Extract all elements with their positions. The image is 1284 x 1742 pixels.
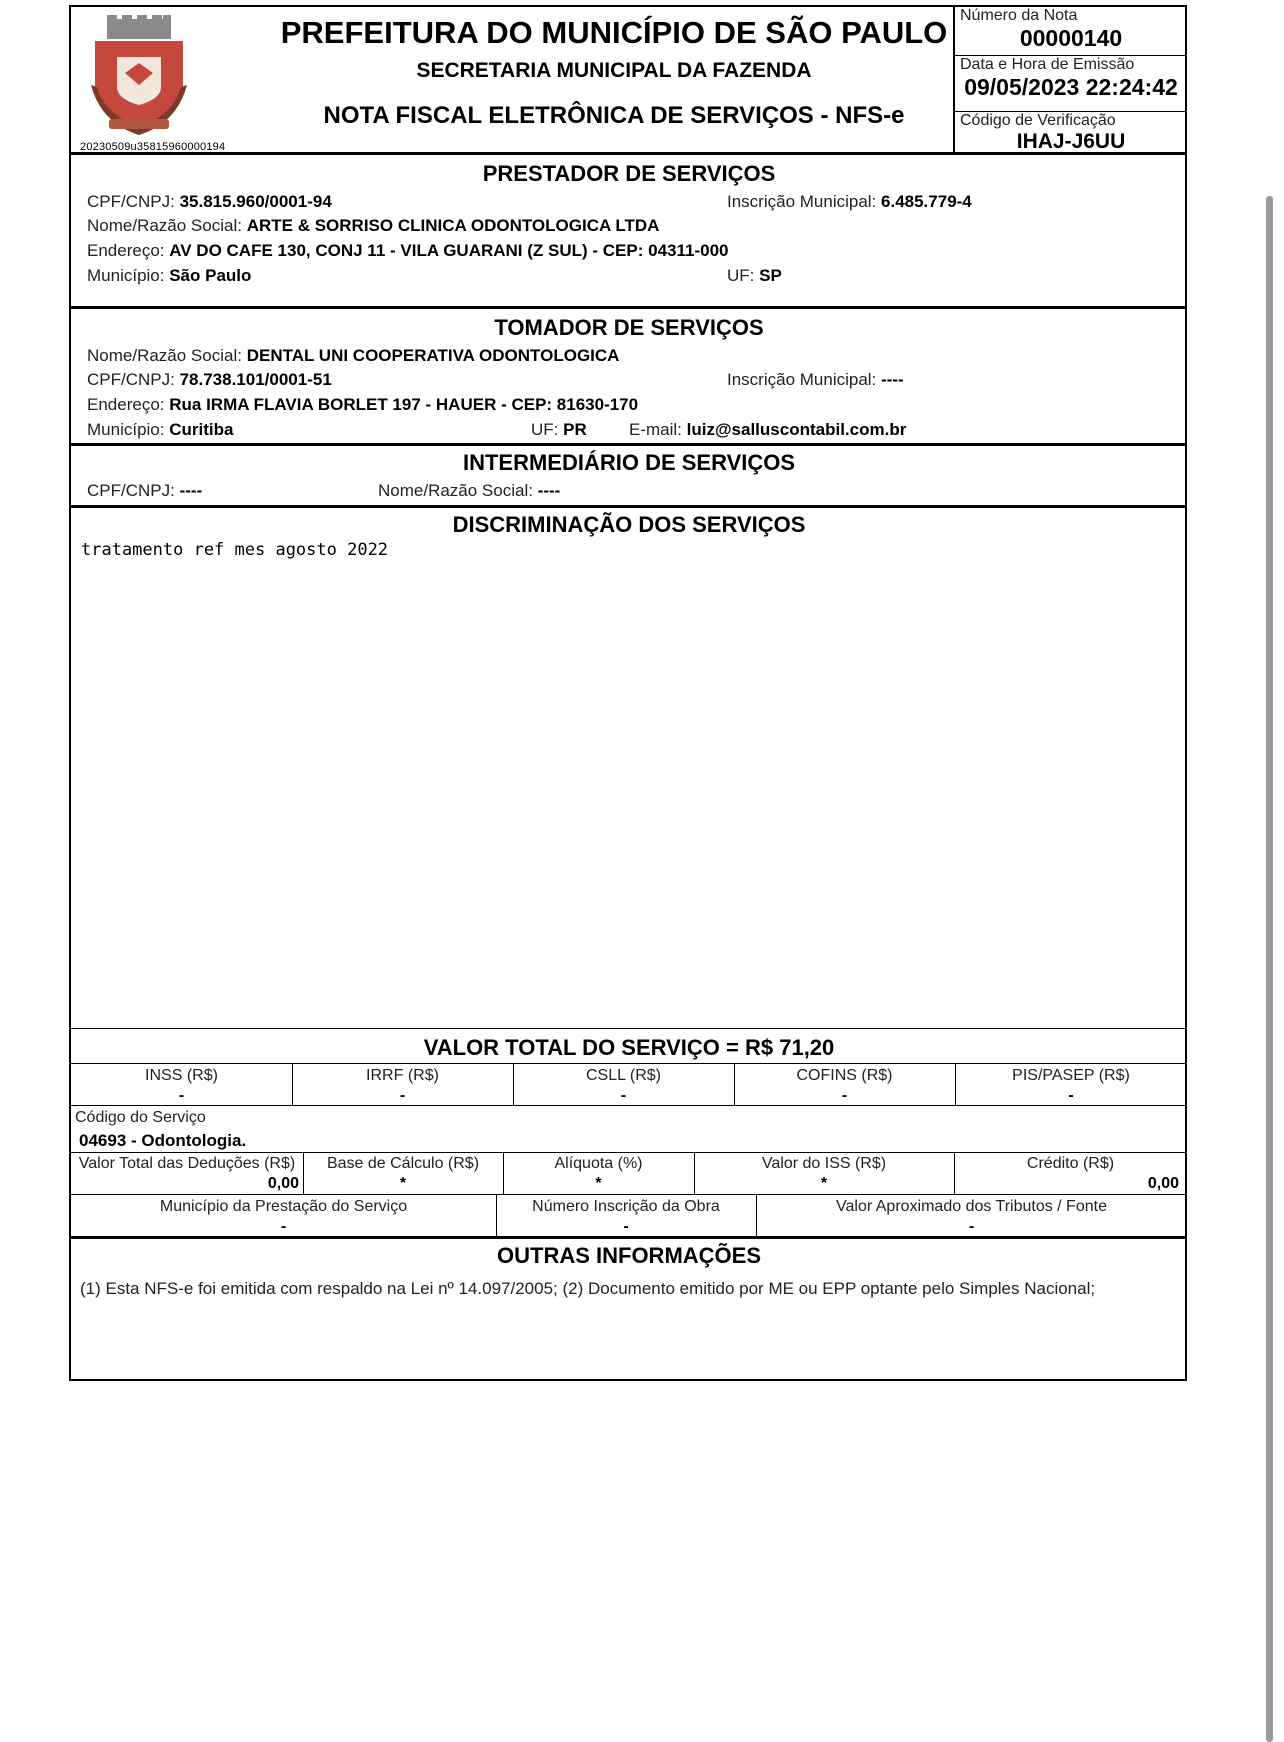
tax-csll: CSLL (R$) - [586, 1067, 661, 1104]
service-code-label: Código do Serviço [75, 1109, 206, 1126]
divider [71, 1063, 1187, 1064]
provider-city: Município: São Paulo [87, 266, 252, 285]
divider [954, 1152, 955, 1194]
divider [292, 1063, 293, 1105]
barcode-number: 20230509u35815960000194 [80, 141, 226, 153]
note-number-label: Número da Nota [960, 7, 1078, 24]
intermediary-name: Nome/Razão Social: ---- [378, 481, 561, 500]
taker-cnpj: CPF/CNPJ: 78.738.101/0001-51 [87, 370, 332, 389]
divider [71, 1028, 1187, 1029]
service-municipality-cell: Município da Prestação do Serviço - [159, 1198, 408, 1235]
taker-state: UF: PR [531, 420, 587, 439]
approx-taxes-cell: Valor Aproximado dos Tributos / Fonte - [836, 1198, 1107, 1235]
taker-email: E-mail: luiz@salluscontabil.com.br [629, 420, 907, 439]
provider-cnpj: CPF/CNPJ: 35.815.960/0001-94 [87, 192, 332, 211]
other-info-text: (1) Esta NFS-e foi emitida com respaldo na Lei nº 14.097/2005; (2) Documento emitido por ME ou EPP optante pelo Simples Nacional; [80, 1279, 1096, 1298]
note-meta-box [953, 7, 1187, 152]
services-description-title: DISCRIMINAÇÃO DOS SERVIÇOS [452, 512, 806, 537]
provider-name: Nome/Razão Social: ARTE & SORRISO CLINICA ODONTOLOGICA LTDA [87, 216, 660, 235]
divider [71, 1152, 1187, 1153]
divider [496, 1194, 497, 1236]
divider [303, 1152, 304, 1194]
divider [955, 1063, 956, 1105]
divider [71, 1194, 1187, 1195]
note-number-value: 00000140 [1019, 25, 1123, 51]
sao-paulo-crest-icon [89, 15, 189, 139]
verification-code-cell [955, 112, 1187, 152]
tax-irrf: IRRF (R$) - [366, 1067, 439, 1104]
tax-pis-pasep: PIS/PASEP (R$) - [1012, 1067, 1130, 1104]
divider [71, 505, 1187, 508]
other-info-title: OUTRAS INFORMAÇÕES [497, 1243, 761, 1268]
taker-address: Endereço: Rua IRMA FLAVIA BORLET 197 - HAUER - CEP: 81630-170 [87, 395, 639, 414]
intermediary-cnpj: CPF/CNPJ: ---- [87, 481, 203, 500]
provider-state: UF: SP [727, 266, 782, 285]
services-description-text: tratamento ref mes agosto 2022 [81, 540, 389, 560]
nfse-document [69, 5, 1187, 1381]
municipality-title: PREFEITURA DO MUNICÍPIO DE SÃO PAULO [280, 15, 948, 50]
divider [734, 1063, 735, 1105]
divider [71, 306, 1187, 309]
credit-cell: Crédito (R$) 0,00 [1026, 1155, 1179, 1192]
tax-inss: INSS (R$) - [145, 1067, 218, 1104]
taker-city: Município: Curitiba [87, 420, 234, 439]
secretaria-subtitle: SECRETARIA MUNICIPAL DA FAZENDA [416, 59, 812, 82]
provider-address: Endereço: AV DO CAFE 130, CONJ 11 - VILA GUARANI (Z SUL) - CEP: 04311-000 [87, 241, 729, 260]
provider-municipal-registration: Inscrição Municipal: 6.485.779-4 [727, 192, 972, 211]
construction-registration-cell: Número Inscrição da Obra - [532, 1198, 720, 1235]
header [71, 7, 1187, 155]
divider [71, 443, 1187, 446]
divider [694, 1152, 695, 1194]
intermediary-section-title: INTERMEDIÁRIO DE SERVIÇOS [462, 450, 796, 475]
tax-cofins: COFINS (R$) - [796, 1067, 893, 1104]
divider [756, 1194, 757, 1236]
taker-municipal-registration: Inscrição Municipal: ---- [727, 370, 904, 389]
document-type-title: NOTA FISCAL ELETRÔNICA DE SERVIÇOS - NFS-e [323, 102, 905, 129]
divider [71, 1236, 1187, 1239]
verification-code-value: IHAJ-J6UU [1016, 130, 1126, 153]
taker-name: Nome/Razão Social: DENTAL UNI COOPERATIVA ODONTOLOGICA [87, 346, 620, 365]
page-scrollbar[interactable] [1266, 196, 1273, 1742]
total-service-value: VALOR TOTAL DO SERVIÇO = R$ 71,20 [423, 1035, 835, 1060]
verification-code-label: Código de Verificação [960, 112, 1116, 129]
divider [513, 1063, 514, 1105]
taker-section-title: TOMADOR DE SERVIÇOS [494, 315, 764, 340]
divider [503, 1152, 504, 1194]
issue-datetime-value: 09/05/2023 22:24:42 [964, 74, 1178, 100]
issue-datetime-label: Data e Hora de Emissão [960, 56, 1135, 73]
iss-value-cell: Valor do ISS (R$) * [761, 1155, 887, 1192]
note-number-cell [955, 7, 1187, 56]
tax-rate-cell: Alíquota (%) * [554, 1155, 643, 1192]
provider-section-title: PRESTADOR DE SERVIÇOS [482, 161, 776, 186]
deductions-cell: Valor Total das Deduções (R$) 0,00 [78, 1155, 299, 1192]
issue-datetime-cell [955, 56, 1187, 112]
calculation-base-cell: Base de Cálculo (R$) * [326, 1155, 480, 1192]
divider [71, 1105, 1187, 1106]
service-code-value: 04693 - Odontologia. [79, 1131, 247, 1150]
